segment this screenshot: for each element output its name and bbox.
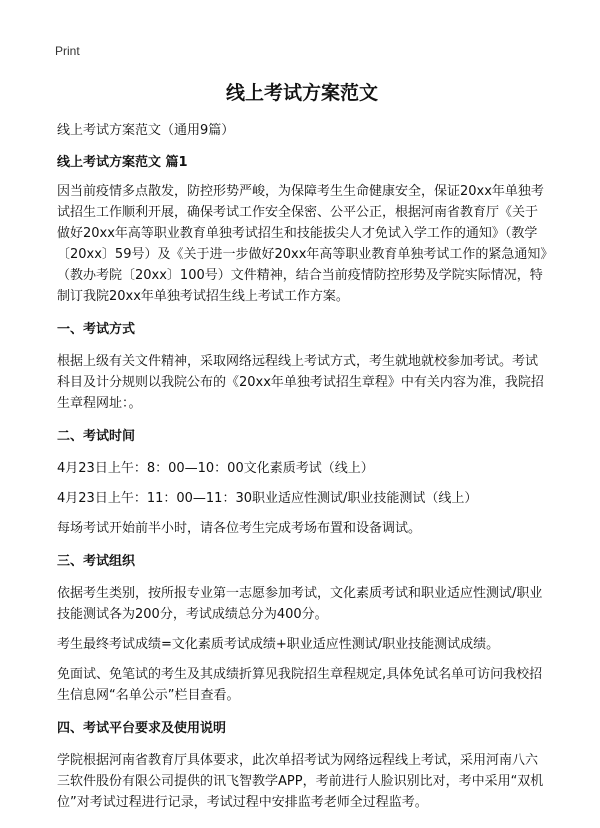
- section-paragraph: 4月23日上午：11：00—11：30职业适应性测试/职业技能测试（线上）: [57, 491, 478, 506]
- section-exam-organization: [57, 553, 547, 706]
- document-page: [57, 78, 547, 813]
- section-heading: 一、考试方式: [57, 322, 136, 337]
- intro-paragraph: 因当前疫情多点散发，防控形势严峻，为保障考生生命健康安全，保证20xx年单独考试招生工作顺利开展，确保考试工作安全保密、公平公正，根据河南省教育厅《关于做好20xx年高等职业教育单独考试招生和技能拔尖人才免试入学工作的通知》（教学〔20xx〕59号）及《关于进一步做好20xx年高等职业教育单独考试工作的紧急通知》（教办考院〔20xx〕100号）文件精神，结合当前疫情防控形势及学院实际情况，特制订我院20xx年单独考试招生线上考试工作方案。: [57, 184, 547, 304]
- print-link[interactable]: Print: [55, 44, 80, 58]
- section-paragraph: 根据上级有关文件精神，采取网络远程线上考试方式，考生就地就校参加考试。考试科目及计分规则以我院公布的《20xx年单独考试招生章程》中有关内容为准，我院招生章程网址：。: [57, 354, 544, 411]
- document-subtitle: 线上考试方案范文（通用9篇）: [57, 123, 235, 138]
- section-exam-method: [57, 321, 547, 414]
- section-heading: 三、考试组织: [57, 554, 136, 569]
- section-paragraph: 4月23日上午：8：00—10：00文化素质考试（线上）: [57, 461, 374, 476]
- section-platform-requirements: [57, 720, 547, 813]
- section-paragraph: 免面试、免笔试的考生及其成绩折算见我院招生章程规定,具体免试名单可访问我校招生信息网“名单公示”栏目查看。: [57, 667, 543, 703]
- section-paragraph: 每场考试开始前半小时，请各位考生完成考场布置和设备调试。: [57, 521, 422, 536]
- article-heading: 线上考试方案范文 篇1: [57, 155, 188, 170]
- section-paragraph: 考生最终考试成绩=文化素质考试成绩+职业适应性测试/职业技能测试成绩。: [57, 637, 500, 652]
- section-heading: 二、考试时间: [57, 429, 136, 444]
- section-heading: 四、考试平台要求及使用说明: [57, 721, 227, 736]
- section-exam-time: [57, 428, 547, 539]
- section-paragraph: 学院根据河南省教育厅具体要求，此次单招考试为网络远程线上考试，采用河南八六三软件股份有限公司提供的讯飞智教学APP，考前进行人脸识别比对，考中采用“双机位”对考试过程进行记录，考试过程中安排监考老师全过程监考。: [57, 753, 544, 810]
- section-paragraph: 依据考生类别，按所报专业第一志愿参加考试，文化素质考试和职业适应性测试/职业技能测试各为200分，考试成绩总分为400分。: [57, 586, 543, 622]
- document-title: 线上考试方案范文: [225, 82, 378, 104]
